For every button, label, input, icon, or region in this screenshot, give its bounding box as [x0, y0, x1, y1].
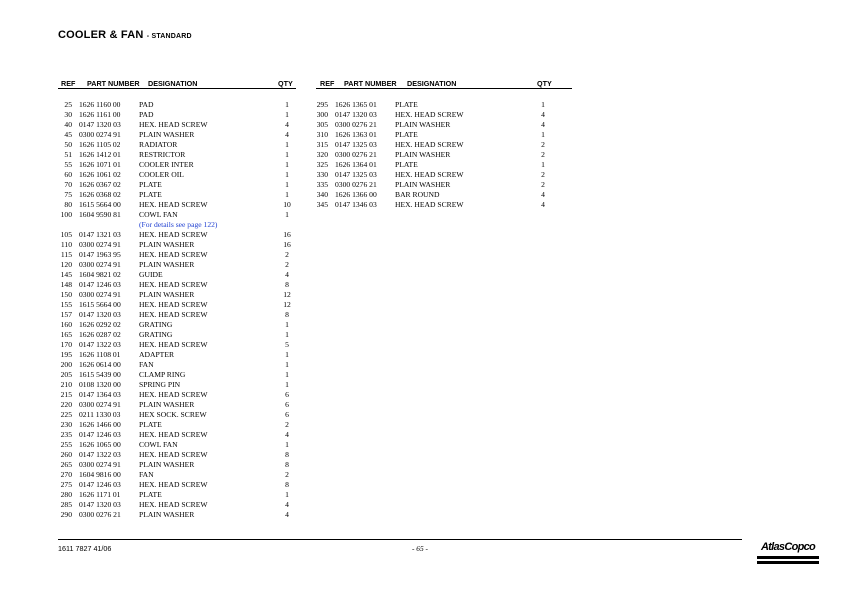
part-number-cell: 1626 0367 02 — [79, 180, 121, 189]
part-number-cell: 0300 0276 21 — [335, 120, 377, 129]
part-number-cell: 0147 1246 03 — [79, 430, 121, 439]
designation-cell: HEX. HEAD SCREW — [139, 390, 208, 399]
designation-cell: SPRING PIN — [139, 380, 181, 389]
qty-cell: 1 — [285, 180, 289, 189]
part-number-cell: 1626 0368 02 — [79, 190, 121, 199]
page-reference-note: (For details see page 122) — [139, 220, 218, 229]
ref-cell: 320 — [316, 150, 328, 159]
part-number-cell: 1626 1065 00 — [79, 440, 121, 449]
ref-cell: 305 — [316, 120, 328, 129]
designation-cell: PLAIN WASHER — [139, 240, 195, 249]
ref-cell: 105 — [60, 230, 72, 239]
header-ref-right: REF — [320, 79, 335, 88]
ref-cell: 310 — [316, 130, 328, 139]
designation-cell: HEX. HEAD SCREW — [395, 200, 464, 209]
part-number-cell: 1626 0614 00 — [79, 360, 121, 369]
qty-cell: 1 — [541, 100, 545, 109]
designation-cell: HEX. HEAD SCREW — [139, 230, 208, 239]
qty-cell: 2 — [285, 470, 289, 479]
header-part-number-left: PART NUMBER — [87, 79, 140, 88]
designation-cell: COWL FAN — [139, 210, 178, 219]
ref-cell: 295 — [316, 100, 328, 109]
part-number-cell: 0147 1320 03 — [335, 110, 377, 119]
qty-cell: 1 — [285, 330, 289, 339]
qty-cell: 16 — [283, 240, 291, 249]
qty-cell: 4 — [541, 200, 545, 209]
qty-cell: 8 — [285, 450, 289, 459]
title-sub: - STANDARD — [146, 33, 192, 40]
ref-cell: 170 — [60, 340, 72, 349]
designation-cell: HEX. HEAD SCREW — [139, 280, 208, 289]
part-number-cell: 0147 1246 03 — [79, 280, 121, 289]
ref-cell: 300 — [316, 110, 328, 119]
part-number-cell: 0211 1330 03 — [79, 410, 121, 419]
doc-number: 1611 7827 41/06 — [58, 544, 112, 553]
part-number-cell: 1626 1466 00 — [79, 420, 121, 429]
qty-cell: 8 — [285, 480, 289, 489]
ref-cell: 235 — [60, 430, 72, 439]
qty-cell: 1 — [285, 150, 289, 159]
qty-cell: 6 — [285, 400, 289, 409]
part-number-cell: 0300 0274 91 — [79, 130, 121, 139]
ref-cell: 30 — [64, 110, 72, 119]
designation-cell: PLATE — [395, 160, 418, 169]
qty-cell: 8 — [285, 460, 289, 469]
ref-cell: 155 — [60, 300, 72, 309]
part-number-cell: 0147 1246 03 — [79, 480, 121, 489]
part-number-cell: 0147 1320 03 — [79, 120, 121, 129]
designation-cell: PLAIN WASHER — [139, 290, 195, 299]
designation-cell: RADIATOR — [139, 140, 178, 149]
header-part-number-right: PART NUMBER — [344, 79, 397, 88]
designation-cell: COWL FAN — [139, 440, 178, 449]
designation-cell: PLAIN WASHER — [395, 120, 451, 129]
part-number-cell: 0147 1321 03 — [79, 230, 121, 239]
part-number-cell: 0300 0276 21 — [335, 180, 377, 189]
ref-cell: 220 — [60, 400, 72, 409]
designation-cell: PLAIN WASHER — [395, 150, 451, 159]
footer-rule — [58, 539, 742, 540]
qty-cell: 1 — [285, 360, 289, 369]
ref-cell: 70 — [64, 180, 72, 189]
part-number-cell: 0147 1364 03 — [79, 390, 121, 399]
qty-cell: 8 — [285, 310, 289, 319]
logo-wordmark: AtlasCopco — [760, 541, 816, 553]
qty-cell: 2 — [285, 250, 289, 259]
ref-cell: 195 — [60, 350, 72, 359]
designation-cell: GRATING — [139, 320, 173, 329]
logo-bar-bottom — [757, 561, 819, 564]
designation-cell: PLAIN WASHER — [139, 130, 195, 139]
qty-cell: 4 — [285, 270, 289, 279]
qty-cell: 2 — [285, 420, 289, 429]
title-main: COOLER & FAN — [58, 29, 144, 41]
part-number-cell: 1604 9590 81 — [79, 210, 121, 219]
designation-cell: PLATE — [139, 190, 162, 199]
qty-cell: 1 — [541, 130, 545, 139]
qty-cell: 1 — [285, 380, 289, 389]
ref-cell: 75 — [64, 190, 72, 199]
designation-cell: GRATING — [139, 330, 173, 339]
qty-cell: 1 — [285, 190, 289, 199]
designation-cell: HEX. HEAD SCREW — [139, 250, 208, 259]
designation-cell: FAN — [139, 360, 154, 369]
qty-cell: 5 — [285, 340, 289, 349]
designation-cell: GUIDE — [139, 270, 163, 279]
ref-cell: 51 — [64, 150, 72, 159]
qty-cell: 1 — [285, 170, 289, 179]
header-qty-right: QTY — [537, 79, 552, 88]
qty-cell: 10 — [283, 200, 291, 209]
designation-cell: HEX. HEAD SCREW — [139, 120, 208, 129]
ref-cell: 50 — [64, 140, 72, 149]
ref-cell: 280 — [60, 490, 72, 499]
designation-cell: HEX SOCK. SCREW — [139, 410, 207, 419]
qty-cell: 1 — [285, 140, 289, 149]
ref-cell: 40 — [64, 120, 72, 129]
ref-cell: 265 — [60, 460, 72, 469]
part-number-cell: 1626 0287 02 — [79, 330, 121, 339]
qty-cell: 4 — [285, 120, 289, 129]
designation-cell: ADAPTER — [139, 350, 175, 359]
qty-cell: 4 — [541, 110, 545, 119]
part-number-cell: 1626 1061 02 — [79, 170, 121, 179]
designation-cell: PLAIN WASHER — [139, 510, 195, 519]
designation-cell: HEX. HEAD SCREW — [139, 340, 208, 349]
qty-cell: 4 — [285, 510, 289, 519]
qty-cell: 1 — [285, 100, 289, 109]
header-qty-left: QTY — [278, 79, 293, 88]
part-number-cell: 0147 1322 03 — [79, 450, 121, 459]
qty-cell: 12 — [283, 290, 291, 299]
part-number-cell: 1626 1366 00 — [335, 190, 377, 199]
ref-cell: 45 — [64, 130, 72, 139]
qty-cell: 4 — [541, 190, 545, 199]
ref-cell: 120 — [60, 260, 72, 269]
ref-cell: 290 — [60, 510, 72, 519]
part-number-cell: 0147 1963 95 — [79, 250, 121, 259]
part-number-cell: 0300 0274 91 — [79, 240, 121, 249]
part-number-cell: 1626 1105 02 — [79, 140, 121, 149]
designation-cell: PLATE — [395, 130, 418, 139]
part-number-cell: 0147 1322 03 — [79, 340, 121, 349]
qty-cell: 1 — [285, 350, 289, 359]
designation-cell: PLATE — [139, 490, 162, 499]
qty-cell: 1 — [285, 440, 289, 449]
designation-cell: HEX. HEAD SCREW — [395, 170, 464, 179]
qty-cell: 4 — [285, 130, 289, 139]
part-number-cell: 1626 1160 00 — [79, 100, 121, 109]
part-number-cell: 1626 1363 01 — [335, 130, 377, 139]
designation-cell: HEX. HEAD SCREW — [395, 140, 464, 149]
ref-cell: 330 — [316, 170, 328, 179]
ref-cell: 148 — [60, 280, 72, 289]
ref-cell: 260 — [60, 450, 72, 459]
qty-cell: 1 — [285, 370, 289, 379]
designation-cell: RESTRICTOR — [139, 150, 186, 159]
ref-cell: 110 — [60, 240, 72, 249]
qty-cell: 2 — [285, 260, 289, 269]
ref-cell: 275 — [60, 480, 72, 489]
qty-cell: 1 — [285, 110, 289, 119]
ref-cell: 345 — [316, 200, 328, 209]
part-number-cell: 1615 5664 00 — [79, 200, 121, 209]
ref-cell: 205 — [60, 370, 72, 379]
designation-cell: HEX. HEAD SCREW — [395, 110, 464, 119]
part-number-cell: 1626 0292 02 — [79, 320, 121, 329]
designation-cell: COOLER INTER — [139, 160, 194, 169]
qty-cell: 8 — [285, 280, 289, 289]
designation-cell: PLAIN WASHER — [139, 260, 195, 269]
page-number: - 65 - — [411, 544, 428, 553]
ref-cell: 335 — [316, 180, 328, 189]
qty-cell: 1 — [285, 210, 289, 219]
ref-cell: 150 — [60, 290, 72, 299]
part-number-cell: 1604 9816 00 — [79, 470, 121, 479]
qty-cell: 2 — [541, 170, 545, 179]
ref-cell: 25 — [64, 100, 72, 109]
ref-cell: 270 — [60, 470, 72, 479]
ref-cell: 340 — [316, 190, 328, 199]
part-number-cell: 1604 9821 02 — [79, 270, 121, 279]
designation-cell: CLAMP RING — [139, 370, 186, 379]
part-number-cell: 0108 1320 00 — [79, 380, 121, 389]
part-number-cell: 1626 1171 01 — [79, 490, 121, 499]
qty-cell: 1 — [541, 160, 545, 169]
part-number-cell: 1626 1365 01 — [335, 100, 377, 109]
header-rule-left — [58, 88, 296, 89]
ref-cell: 230 — [60, 420, 72, 429]
designation-cell: BAR ROUND — [395, 190, 440, 199]
header-ref-left: REF — [61, 79, 76, 88]
part-number-cell: 1626 1364 01 — [335, 160, 377, 169]
qty-cell: 12 — [283, 300, 291, 309]
part-number-cell: 0300 0274 91 — [79, 290, 121, 299]
ref-cell: 165 — [60, 330, 72, 339]
ref-cell: 225 — [60, 410, 72, 419]
designation-cell: HEX. HEAD SCREW — [139, 500, 208, 509]
ref-cell: 55 — [64, 160, 72, 169]
ref-cell: 157 — [60, 310, 72, 319]
designation-cell: HEX. HEAD SCREW — [139, 200, 208, 209]
qty-cell: 2 — [541, 180, 545, 189]
designation-cell: PLAIN WASHER — [139, 400, 195, 409]
page-title — [58, 29, 192, 41]
part-number-cell: 1615 5664 00 — [79, 300, 121, 309]
qty-cell: 2 — [541, 140, 545, 149]
ref-cell: 60 — [64, 170, 72, 179]
header-designation-left: DESIGNATION — [148, 79, 198, 88]
ref-cell: 315 — [316, 140, 328, 149]
part-number-cell: 1626 1071 01 — [79, 160, 121, 169]
qty-cell: 16 — [283, 230, 291, 239]
qty-cell: 4 — [285, 500, 289, 509]
part-number-cell: 1626 1161 00 — [79, 110, 121, 119]
ref-cell: 145 — [60, 270, 72, 279]
designation-cell: PLAIN WASHER — [139, 460, 195, 469]
qty-cell: 1 — [285, 320, 289, 329]
designation-cell: PLATE — [395, 100, 418, 109]
designation-cell: COOLER OIL — [139, 170, 184, 179]
designation-cell: PLATE — [139, 420, 162, 429]
part-number-cell: 0147 1320 03 — [79, 310, 121, 319]
qty-cell: 6 — [285, 390, 289, 399]
ref-cell: 325 — [316, 160, 328, 169]
designation-cell: PAD — [139, 100, 154, 109]
designation-cell: HEX. HEAD SCREW — [139, 310, 208, 319]
part-number-cell: 0147 1346 03 — [335, 200, 377, 209]
ref-cell: 285 — [60, 500, 72, 509]
part-number-cell: 0147 1325 03 — [335, 170, 377, 179]
part-number-cell: 1626 1412 01 — [79, 150, 121, 159]
part-number-cell: 0300 0276 21 — [79, 510, 121, 519]
designation-cell: PLAIN WASHER — [395, 180, 451, 189]
header-rule-right — [316, 88, 572, 89]
part-number-cell: 0147 1325 03 — [335, 140, 377, 149]
ref-cell: 215 — [60, 390, 72, 399]
designation-cell: HEX. HEAD SCREW — [139, 450, 208, 459]
designation-cell: HEX. HEAD SCREW — [139, 480, 208, 489]
ref-cell: 210 — [60, 380, 72, 389]
part-number-cell: 1626 1108 01 — [79, 350, 121, 359]
ref-cell: 80 — [64, 200, 72, 209]
part-number-cell: 0300 0276 21 — [335, 150, 377, 159]
part-number-cell: 1615 5439 00 — [79, 370, 121, 379]
qty-cell: 2 — [541, 150, 545, 159]
part-number-cell: 0300 0274 91 — [79, 400, 121, 409]
header-designation-right: DESIGNATION — [407, 79, 457, 88]
ref-cell: 160 — [60, 320, 72, 329]
ref-cell: 255 — [60, 440, 72, 449]
designation-cell: FAN — [139, 470, 154, 479]
atlas-copco-logo — [757, 541, 819, 564]
designation-cell: HEX. HEAD SCREW — [139, 430, 208, 439]
designation-cell: PAD — [139, 110, 154, 119]
designation-cell: HEX. HEAD SCREW — [139, 300, 208, 309]
qty-cell: 4 — [285, 430, 289, 439]
qty-cell: 4 — [541, 120, 545, 129]
ref-cell: 115 — [60, 250, 72, 259]
ref-cell: 200 — [60, 360, 72, 369]
qty-cell: 6 — [285, 410, 289, 419]
ref-cell: 100 — [60, 210, 72, 219]
part-number-cell: 0300 0274 91 — [79, 260, 121, 269]
part-number-cell: 0147 1320 03 — [79, 500, 121, 509]
logo-bar-top — [757, 556, 819, 559]
designation-cell: PLATE — [139, 180, 162, 189]
qty-cell: 1 — [285, 160, 289, 169]
qty-cell: 1 — [285, 490, 289, 499]
part-number-cell: 0300 0274 91 — [79, 460, 121, 469]
